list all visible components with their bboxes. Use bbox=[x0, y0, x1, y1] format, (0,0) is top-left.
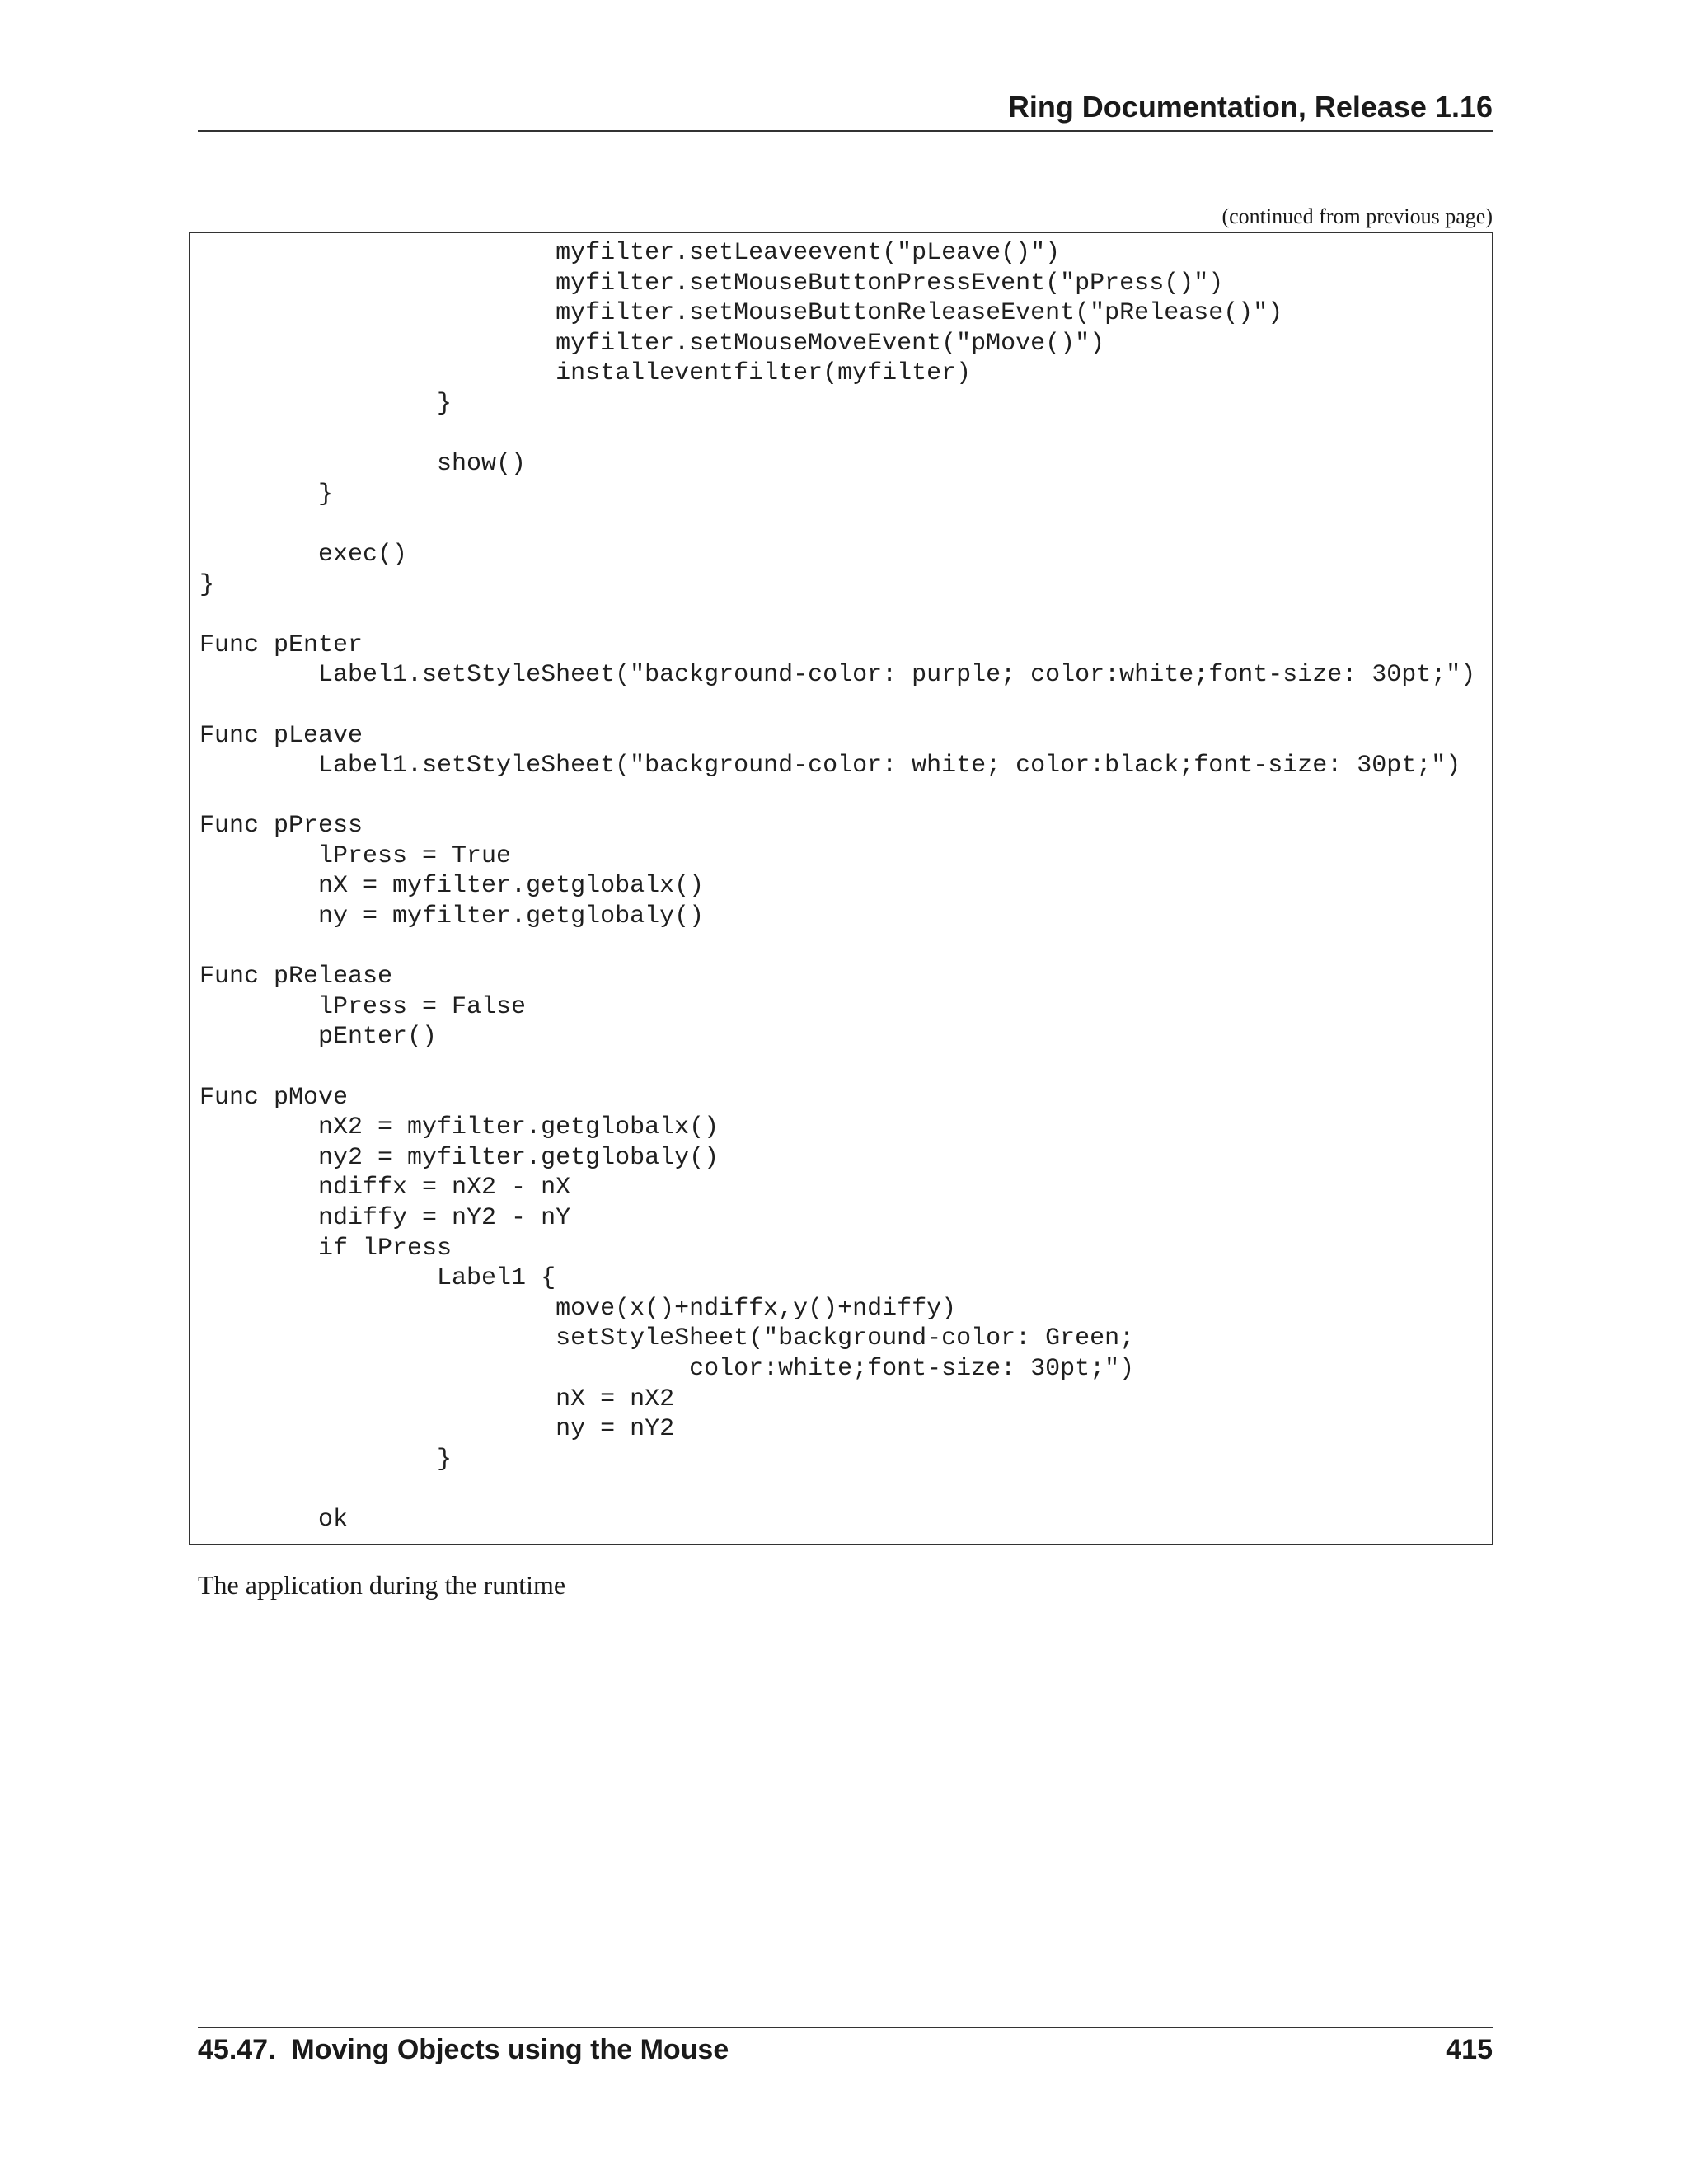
footer-divider bbox=[198, 2027, 1493, 2028]
code-block bbox=[189, 232, 1493, 1545]
continued-note: (continued from previous page) bbox=[1221, 204, 1493, 228]
code-listing: myfilter.setLeaveevent("pLeave()") myfilter.setMouseButtonPressEvent("pPress()") myfilter.setMouseButtonReleaseEvent("pRelease()") myfilter.setMouseMoveEvent("pMove()") installeventfilter(myfilter) } show() } exec() } Func pEnter Label1.setStyleSheet("background-color: purple; color:white;font-size: 30pt;") Func pLeave Label1.setStyleSheet("background-color: white; color:black;font-size: 30pt;") Func pPress lPress = True nX = myfilter.getglobalx() ny = myfilter.getglobaly() Func pRelease lPress = False pEnter() Func pMove nX2 = myfilter.getglobalx() ny2 = myfilter.getglobaly() ndiffx = nX2 - nX ndiffy = nY2 - nY if lPress Label1 { move(x()+ndiffx,y()+ndiffy) setStyleSheet("background-color: Green; color:white;font-size: 30pt;") nX = nX2 ny = nY2 } ok bbox=[199, 239, 1476, 1534]
running-header-title: Ring Documentation, Release 1.16 bbox=[1007, 90, 1493, 124]
footer-section-title: 45.47. Moving Objects using the Mouse bbox=[198, 2034, 729, 2065]
body-paragraph: The application during the runtime bbox=[198, 1570, 566, 1600]
page-number: 415 bbox=[1446, 2034, 1493, 2065]
header-divider bbox=[198, 130, 1493, 132]
